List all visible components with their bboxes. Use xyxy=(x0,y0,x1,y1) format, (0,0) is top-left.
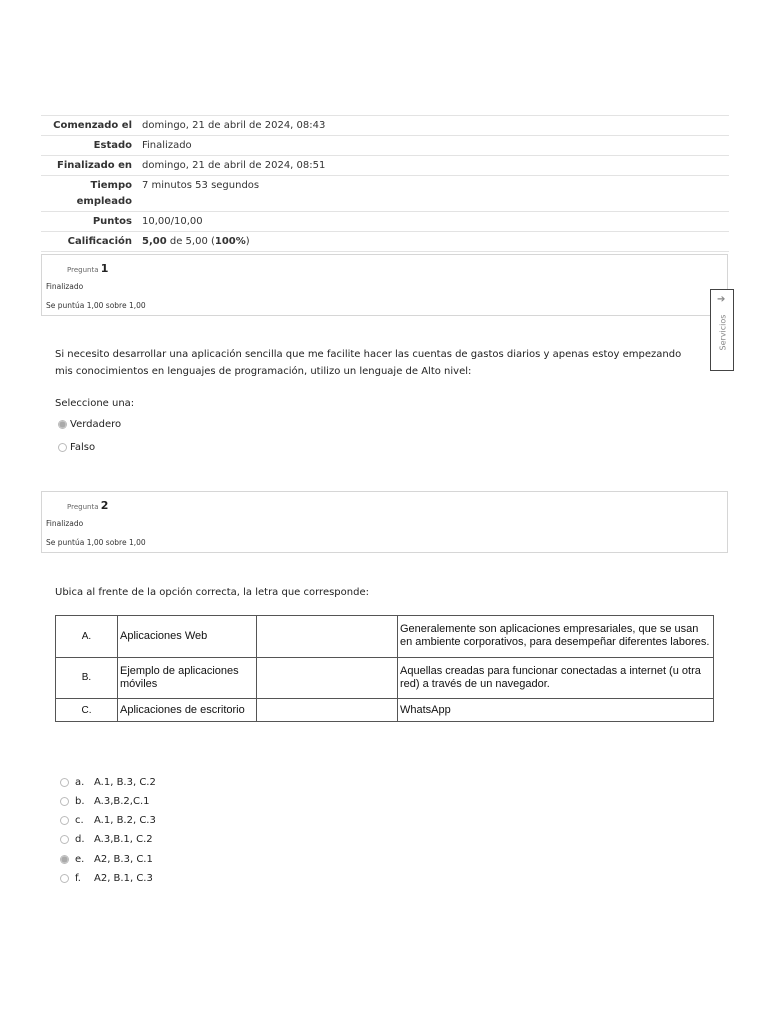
question-prefix: Pregunta xyxy=(67,503,99,511)
question-grade: Se puntúa 1,00 sobre 1,00 xyxy=(46,301,146,310)
question-2-text: Ubica al frente de la opción correcta, la letra que corresponde: xyxy=(55,587,369,598)
answer-text: A.1, B.2, C.3 xyxy=(94,815,156,826)
question-number-value: 2 xyxy=(100,499,109,512)
summary-value: 10,00/10,00 xyxy=(142,216,203,227)
answer-letter: a. xyxy=(75,777,85,788)
summary-row-points xyxy=(41,211,729,231)
table-cell-name: Ejemplo de aplicaciones móviles xyxy=(118,657,257,699)
table-cell-letter: C. xyxy=(56,699,118,722)
radio-icon[interactable] xyxy=(58,443,67,452)
question-number xyxy=(67,499,108,512)
table-cell-desc: Generalemente son aplicaciones empresariales, que se usan en ambiente corporativos, para desempeñar diferentes labores. xyxy=(398,616,714,658)
answer-text: A2, B.1, C.3 xyxy=(94,873,153,884)
summary-key: Estado xyxy=(93,140,132,151)
radio-icon[interactable] xyxy=(58,420,67,429)
table-cell-name: Aplicaciones Web xyxy=(118,616,257,658)
question-prefix: Pregunta xyxy=(67,266,99,274)
grade-percent: 100% xyxy=(214,236,246,247)
services-label: Servicios xyxy=(718,314,728,351)
summary-value xyxy=(142,234,729,250)
radio-icon[interactable] xyxy=(60,855,69,864)
answer-letter: f. xyxy=(75,873,81,884)
table-row xyxy=(56,616,714,658)
answer-option-e[interactable] xyxy=(60,854,153,865)
table-cell-blank xyxy=(257,657,398,699)
matching-table xyxy=(55,615,714,722)
answer-option-c[interactable] xyxy=(60,815,156,826)
answer-text: A.3,B.2,C.1 xyxy=(94,796,150,807)
question-grade: Se puntúa 1,00 sobre 1,00 xyxy=(46,538,146,547)
question-1-text: Si necesito desarrollar una aplicación sencilla que me facilite hacer las cuentas de gastos diarios y apenas estoy empezando mis conocimientos en lenguajes de programación, utilizo un lenguaje de Alto nivel: xyxy=(55,349,682,377)
summary-key: Puntos xyxy=(92,216,132,227)
attempt-summary-table xyxy=(41,115,729,252)
answer-option-b[interactable] xyxy=(60,796,150,807)
radio-icon[interactable] xyxy=(60,778,69,787)
radio-icon[interactable] xyxy=(60,835,69,844)
table-cell-name: Aplicaciones de escritorio xyxy=(118,699,257,722)
option-label: Verdadero xyxy=(70,419,122,430)
question-1-prompt: Seleccione una: xyxy=(55,398,135,409)
table-row xyxy=(56,699,714,722)
grade-end: ) xyxy=(245,236,250,247)
answer-option-d[interactable] xyxy=(60,834,153,845)
summary-key: Finalizado en xyxy=(57,160,132,171)
summary-row-time xyxy=(41,175,729,211)
grade-mid: de 5,00 ( xyxy=(166,236,215,247)
summary-row-started xyxy=(41,115,729,135)
table-row xyxy=(56,657,714,699)
option-verdadero[interactable] xyxy=(58,419,121,430)
answer-letter: c. xyxy=(75,815,84,826)
question-2-info xyxy=(41,491,728,553)
table-cell-desc: WhatsApp xyxy=(398,699,714,722)
answer-option-f[interactable] xyxy=(60,873,153,884)
summary-value: Finalizado xyxy=(142,140,192,151)
question-state: Finalizado xyxy=(46,519,84,528)
services-tab[interactable] xyxy=(710,289,734,371)
table-cell-letter: A. xyxy=(56,616,118,658)
summary-row-state xyxy=(41,135,729,155)
summary-value: 7 minutos 53 segundos xyxy=(142,180,260,191)
table-cell-desc: Aquellas creadas para funcionar conectadas a internet (u otra red) a través de un navegador. xyxy=(398,657,714,699)
table-cell-blank xyxy=(257,699,398,722)
answer-text: A2, B.3, C.1 xyxy=(94,854,153,865)
answer-text: A.3,B.1, C.2 xyxy=(94,834,153,845)
summary-key: Tiempo empleado xyxy=(76,180,132,207)
option-falso[interactable] xyxy=(58,442,95,453)
radio-icon[interactable] xyxy=(60,816,69,825)
summary-key: Calificación xyxy=(67,236,132,247)
question-state: Finalizado xyxy=(46,282,84,291)
summary-row-grade xyxy=(41,231,729,252)
question-number-value: 1 xyxy=(100,262,109,275)
summary-value: domingo, 21 de abril de 2024, 08:51 xyxy=(142,160,326,171)
answer-letter: b. xyxy=(75,796,85,807)
radio-icon[interactable] xyxy=(60,874,69,883)
question-number xyxy=(67,262,108,275)
radio-icon[interactable] xyxy=(60,797,69,806)
answer-text: A.1, B.3, C.2 xyxy=(94,777,156,788)
answer-option-a[interactable] xyxy=(60,777,156,788)
table-cell-blank xyxy=(257,616,398,658)
summary-row-finished xyxy=(41,155,729,175)
summary-value: domingo, 21 de abril de 2024, 08:43 xyxy=(142,120,326,131)
table-cell-letter: B. xyxy=(56,657,118,699)
option-label: Falso xyxy=(70,442,96,453)
answer-letter: e. xyxy=(75,854,85,865)
grade-score: 5,00 xyxy=(142,236,167,247)
arrow-right-icon: ➔ xyxy=(717,294,726,305)
summary-key: Comenzado el xyxy=(53,120,132,131)
answer-letter: d. xyxy=(75,834,85,845)
question-1-info xyxy=(41,254,728,316)
